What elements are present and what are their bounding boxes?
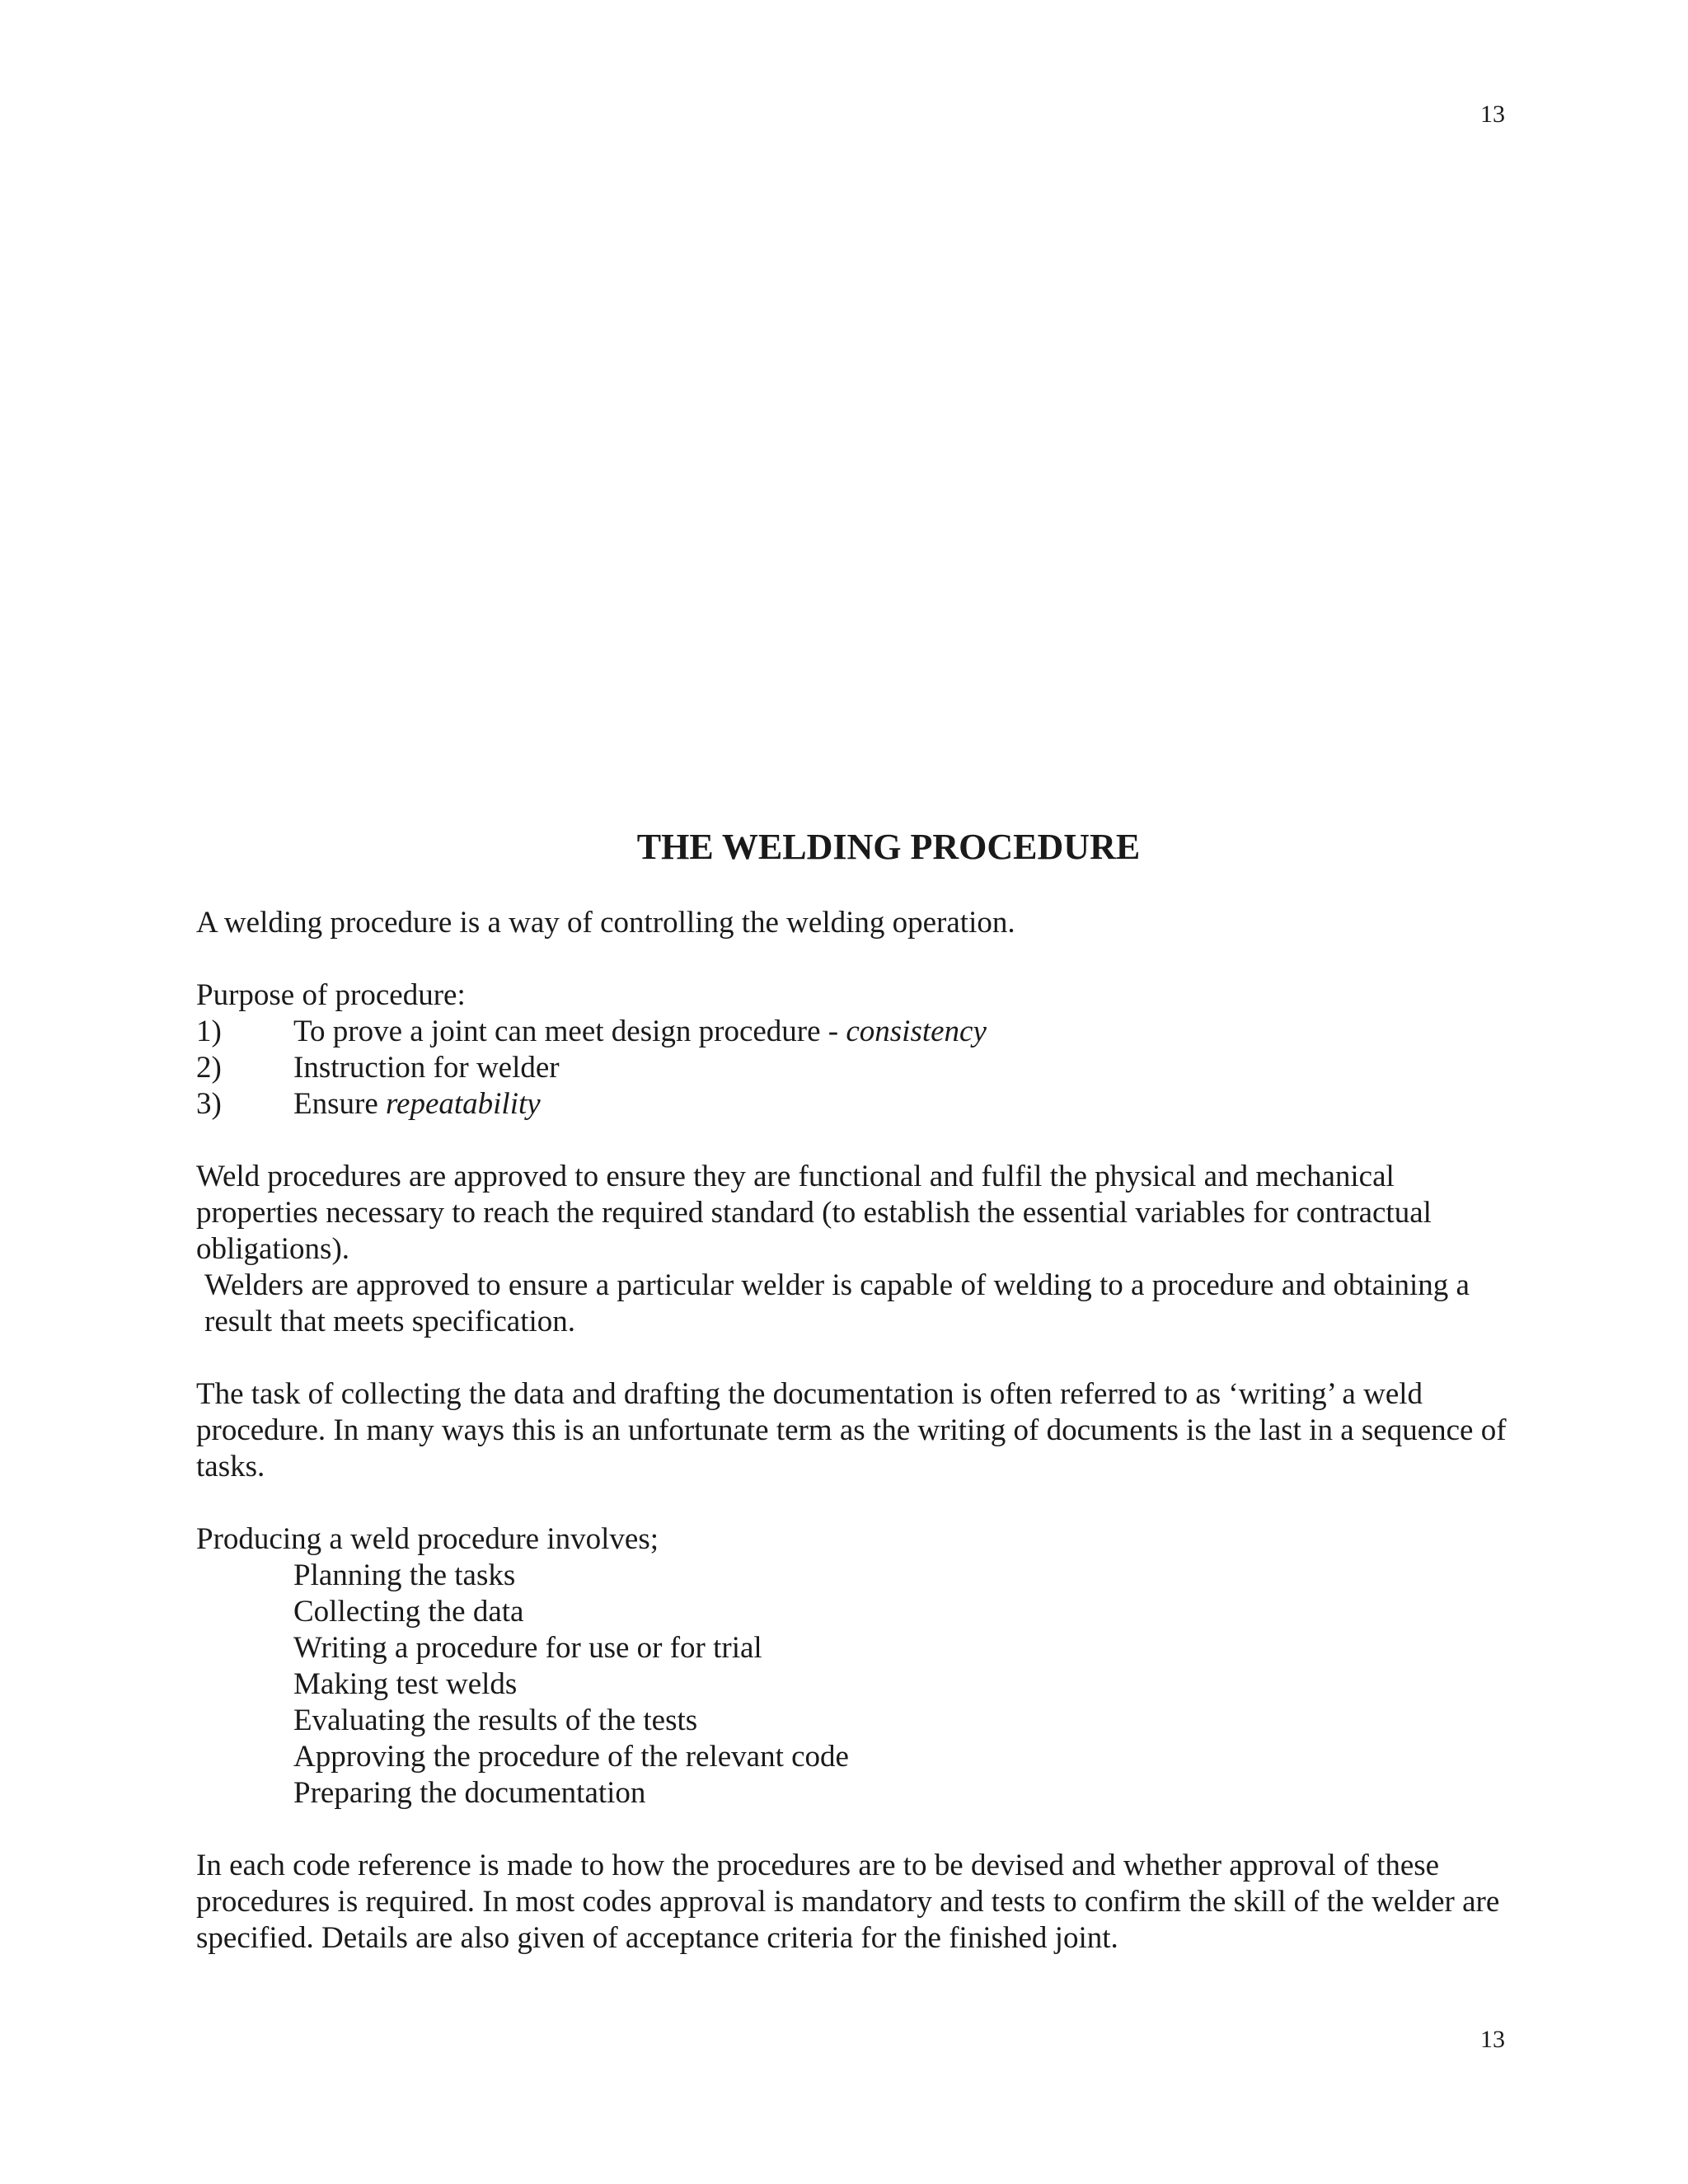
list-item — [196, 1086, 1507, 1122]
welder-approval-paragraph: Welders are approved to ensure a particular welder is capable of welding to a procedure and obtaining a result that meets specification. — [204, 1268, 1470, 1338]
intro-paragraph: A welding procedure is a way of controlling the welding operation. — [196, 906, 1015, 940]
approval-section — [196, 1159, 1507, 1340]
emphasis-text: repeatability — [386, 1087, 541, 1121]
purpose-heading: Purpose of procedure: — [196, 978, 466, 1012]
producing-section — [196, 1521, 1507, 1811]
list-number: 2) — [196, 1051, 222, 1085]
producing-heading: Producing a weld procedure involves; — [196, 1522, 659, 1556]
list-item: Preparing the documentation — [293, 1776, 646, 1810]
purpose-section — [196, 977, 1507, 1122]
list-item — [196, 1014, 1507, 1050]
list-item: Making test welds — [293, 1667, 518, 1701]
list-item: Planning the tasks — [293, 1558, 516, 1592]
list-text: Instruction for welder — [293, 1051, 560, 1085]
page-title: THE WELDING PROCEDURE — [636, 827, 1141, 867]
list-item: Approving the procedure of the relevant code — [293, 1740, 849, 1774]
list-text: Ensure repeatability — [293, 1087, 541, 1121]
list-number: 3) — [196, 1087, 222, 1121]
list-item — [196, 1050, 1507, 1086]
list-item: Writing a procedure for use or for trial — [293, 1631, 762, 1665]
page-number-bottom: 13 — [1480, 2026, 1505, 2053]
approval-paragraph: Weld procedures are approved to ensure they are functional and fulfil the physical and mechanical properties necessary to reach the required standard (to establish the essential variables for contractual obligations). — [196, 1160, 1432, 1266]
closing-paragraph: In each code reference is made to how the procedures are to be devised and whether approval of these procedures is required. In most codes approval is mandatory and tests to confirm the skill of the welder are specified. Details are also given of acceptance criteria for the finished joint. — [196, 1849, 1500, 1955]
list-number: 1) — [196, 1015, 222, 1048]
task-paragraph: The task of collecting the data and drafting the documentation is often referred to as ‘writing’ a weld procedure. In many ways this is an unfortunate term as the writing of documents is the last in a sequence of tasks. — [196, 1377, 1507, 1483]
list-text: To prove a joint can meet design procedure - consistency — [293, 1015, 987, 1048]
emphasis-text: consistency — [846, 1015, 987, 1048]
document-body — [196, 824, 1507, 1957]
list-item: Collecting the data — [293, 1595, 524, 1629]
list-item: Evaluating the results of the tests — [293, 1704, 698, 1737]
page-number-top: 13 — [1480, 101, 1505, 128]
